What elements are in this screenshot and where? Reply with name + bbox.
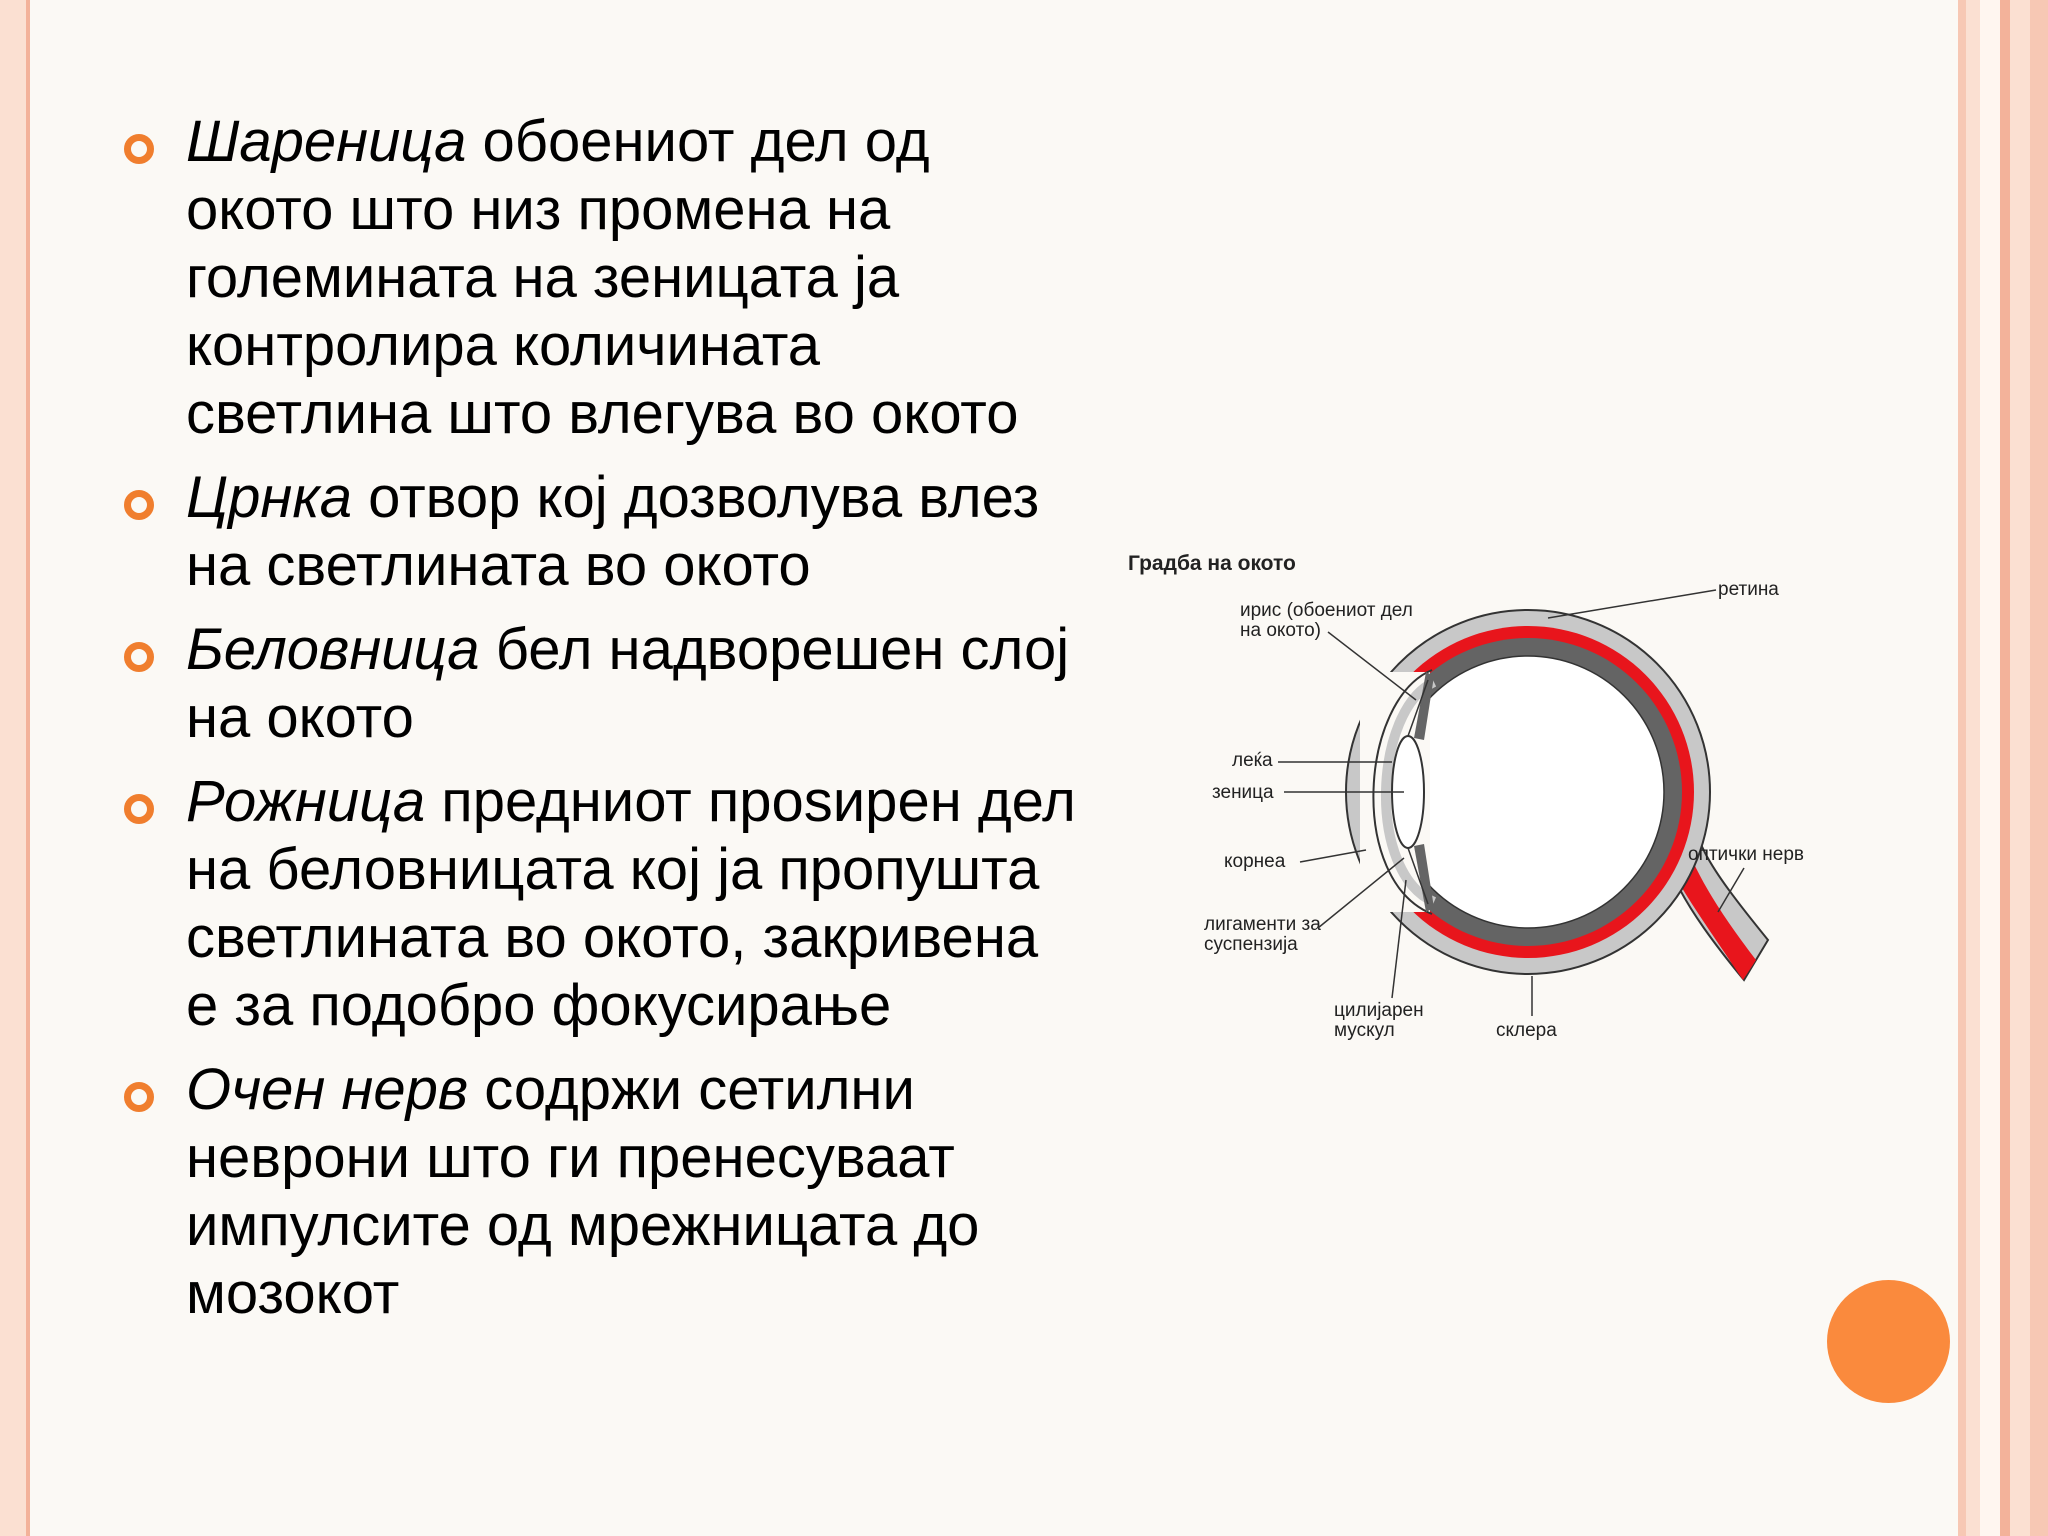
label-cornea: корнеа — [1224, 851, 1286, 872]
leader-cornea — [1300, 850, 1366, 862]
label-sclera: склера — [1496, 1020, 1557, 1041]
bullet-ring-icon — [124, 794, 154, 824]
leader-retina — [1548, 590, 1716, 618]
bullet-ring-icon — [124, 1082, 154, 1112]
right-border-stripe — [2030, 0, 2048, 1536]
bullet-pupil — [120, 464, 1080, 600]
bullet-ring-icon — [124, 642, 154, 672]
label-iris-line1: ирис (обоениот дел — [1240, 600, 1413, 621]
label-ligaments-line1: лигаменти за — [1204, 914, 1321, 935]
label-ciliary-line2: мускул — [1334, 1020, 1395, 1041]
bullet-iris — [120, 108, 1080, 448]
definition-pupil: отвор кој дозволува влез на светлината во окото — [186, 465, 1040, 598]
label-optic-nerve: оптички нерв — [1688, 844, 1804, 865]
label-pupil: зеница — [1212, 782, 1274, 803]
vitreous-body — [1392, 656, 1664, 928]
right-border-stripe — [1966, 0, 1980, 1536]
bullet-optic-nerve — [120, 1056, 1080, 1328]
right-border-stripe — [1958, 0, 1966, 1536]
label-ligaments-line2: суспензија — [1204, 934, 1298, 955]
definition-optic-nerve: содржи сетилни неврони што ги пренесуваат импулсите од мрежницата до мозокот — [186, 1057, 980, 1326]
left-border — [0, 0, 26, 1536]
label-ciliary-line1: цилијарен — [1334, 1000, 1424, 1021]
bullet-cornea — [120, 768, 1080, 1040]
term-pupil: Црнка — [186, 465, 352, 530]
left-border-line — [26, 0, 30, 1536]
right-border-stripe — [2010, 0, 2030, 1536]
label-retina: ретина — [1718, 579, 1779, 600]
right-border-stripe — [2000, 0, 2010, 1536]
term-cornea: Рожница — [186, 769, 426, 834]
label-lens: леќа — [1232, 750, 1273, 771]
decorative-orange-circle — [1827, 1280, 1950, 1403]
definition-iris: обоениот дел од окото што низ промена на големината на зеницата ја контролира количината светлина што влегува во окото — [186, 109, 1019, 446]
bullet-ring-icon — [124, 490, 154, 520]
term-optic-nerve: Очен нерв — [186, 1057, 469, 1122]
bullet-list — [120, 108, 1080, 1344]
term-sclera: Беловница — [186, 617, 480, 682]
eye-anatomy-diagram — [1128, 540, 1888, 1060]
label-iris-line2: на окото) — [1240, 620, 1321, 641]
diagram-title: Градба на окото — [1128, 552, 1296, 575]
definition-sclera: бел надворешен слој на окото — [186, 617, 1070, 750]
definition-cornea: предниот проѕирен дел на беловницата кој ја пропушта светлината во окото, закривена е за подобро фокусирање — [186, 769, 1076, 1038]
bullet-sclera — [120, 616, 1080, 752]
bullet-ring-icon — [124, 134, 154, 164]
right-border-stripe — [1980, 0, 2000, 1536]
term-iris: Шареница — [186, 109, 467, 174]
